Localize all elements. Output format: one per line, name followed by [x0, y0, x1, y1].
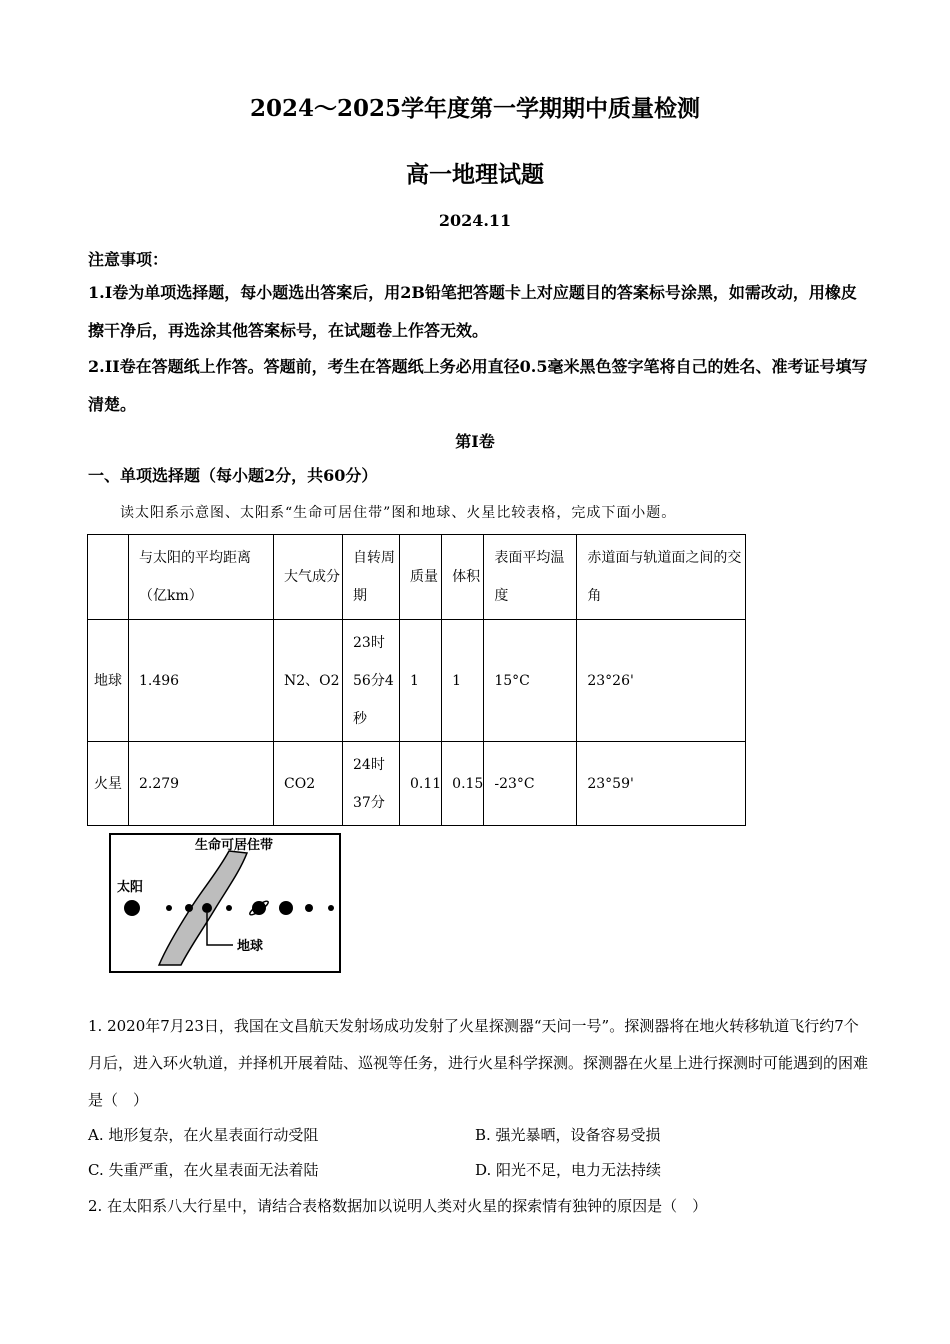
table-header-cell: 质量	[400, 535, 442, 620]
sun-dot	[124, 900, 140, 916]
table-header-cell: 与太阳的平均距离（亿km）	[129, 535, 274, 620]
table-header-cell: 自转周期	[343, 535, 400, 620]
question-1-stem: 1. 2020年7月23日，我国在文昌航天发射场成功发射了火星探测器“天问一号”。探测器将在地火转移轨道飞行约7个月后，进入环火轨道，并择机开展着陆、巡视等任务，进行火星科学探测。探测器在火星上进行探测时可能遇到的困难是（ ）	[88, 1017, 869, 1109]
table-cell: 24时37分	[343, 742, 400, 826]
table-cell: N2、O2	[274, 620, 343, 742]
table-cell: 23时56分4秒	[343, 620, 400, 742]
mercury-dot	[166, 905, 172, 911]
notes-item-2: 2.II卷在答题纸上作答。答题前，考生在答题纸上务必用直径0.5毫米黑色签字笔将自己的姓名、准考证号填写清楚。	[88, 357, 868, 414]
sun-label: 太阳	[117, 879, 144, 894]
table-header-cell: 赤道面与轨道面之间的交角	[577, 535, 746, 620]
figure-frame	[110, 834, 340, 972]
earth-label: 地球	[237, 938, 264, 953]
table-cell: 2.279	[129, 742, 274, 826]
notes-item-1: 1.I卷为单项选择题，每小题选出答案后，用2B铅笔把答题卡上对应题目的答案标号涂黑，如需改动，用橡皮擦干净后，再选涂其他答案标号，在试题卷上作答无效。	[88, 283, 857, 340]
table-cell: 15°C	[484, 620, 577, 742]
exam-date: 2024.11	[438, 211, 512, 230]
table-cell: 23°59'	[577, 742, 746, 826]
section-label: 第I卷	[455, 432, 495, 451]
table-row	[88, 620, 746, 742]
table-cell: 1	[442, 620, 484, 742]
table-row-label: 地球	[88, 620, 129, 742]
q1-option-c: C. 失重严重，在火星表面无法着陆	[88, 1161, 319, 1179]
q1-option-a: A. 地形复杂，在火星表面行动受阻	[88, 1126, 319, 1144]
table-header-cell: 表面平均温度	[484, 535, 577, 620]
q1-option-d: D. 阳光不足，电力无法持续	[475, 1161, 662, 1179]
neptune-dot	[328, 905, 334, 911]
zone-label: 生命可居住带	[195, 837, 274, 852]
table-cell: 1	[400, 620, 442, 742]
notes-heading: 注意事项：	[88, 250, 169, 269]
earth-dot	[202, 903, 212, 913]
uranus-dot	[305, 904, 313, 912]
exam-subtitle: 高一地理试题	[406, 161, 544, 188]
venus-dot	[185, 904, 193, 912]
table-cell: 1.496	[129, 620, 274, 742]
table-header-row	[88, 535, 746, 620]
q1-option-b: B. 强光暴晒，设备容易受损	[475, 1126, 661, 1144]
table-header-cell: 体积	[442, 535, 484, 620]
saturn-dot	[279, 901, 293, 915]
table-row	[88, 742, 746, 826]
table-cell: 23°26'	[577, 620, 746, 742]
table-row-label: 火星	[88, 742, 129, 826]
question-intro: 读太阳系示意图、太阳系“生命可居住带”图和地球、火星比较表格，完成下面小题。	[120, 505, 677, 521]
table-cell: 0.15	[442, 742, 484, 826]
exam-title: 2024～2025学年度第一学期期中质量检测	[249, 95, 701, 122]
habitable-zone-diagram	[109, 833, 341, 973]
comparison-table	[87, 534, 746, 826]
mars-dot	[226, 905, 232, 911]
table-cell: 0.11	[400, 742, 442, 826]
table-cell: -23°C	[484, 742, 577, 826]
question-2-stem: 2. 在太阳系八大行星中，请结合表格数据加以说明人类对火星的探索情有独钟的原因是（ ）	[88, 1197, 708, 1215]
table-header-cell	[88, 535, 129, 620]
part-heading: 一、单项选择题（每小题2分，共60分）	[88, 466, 378, 485]
table-header-cell: 大气成分	[274, 535, 343, 620]
table-cell: CO2	[274, 742, 343, 826]
